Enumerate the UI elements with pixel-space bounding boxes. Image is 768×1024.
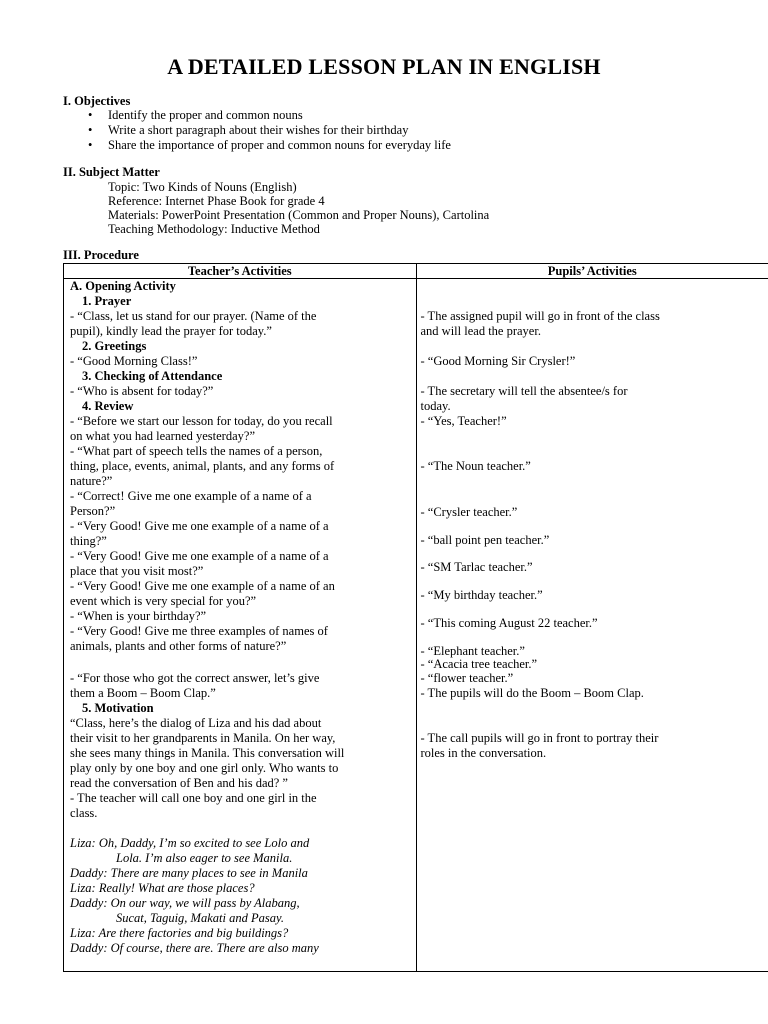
- pupil-line: - “SM Tarlac teacher.”: [420, 560, 533, 574]
- subject-reference: Reference: Internet Phase Book for grade 4: [108, 194, 325, 208]
- teacher-line: - “Before we start our lesson for today, do you recall: [70, 414, 333, 428]
- pupil-line: - “Elephant teacher.”: [420, 644, 525, 658]
- teacher-line: Person?”: [70, 504, 116, 518]
- objectives-list: [88, 108, 451, 153]
- subsection-motivation: 5. Motivation: [82, 701, 154, 715]
- subject-materials: Materials: PowerPoint Presentation (Common and Proper Nouns), Cartolina: [108, 208, 490, 222]
- dialog-line: Liza: Oh, Daddy, I’m so excited to see Lolo and: [70, 836, 310, 850]
- teacher-line: - “Class, let us stand for our prayer. (Name of the: [70, 309, 317, 323]
- pupils-activities-cell: [416, 279, 768, 972]
- dialog-line: Liza: Really! What are those places?: [70, 881, 255, 895]
- pupil-line: - “Crysler teacher.”: [420, 505, 518, 519]
- teacher-column-header: Teacher’s Activities: [64, 264, 417, 279]
- pupil-line: - “Good Morning Sir Crysler!”: [420, 354, 576, 368]
- teacher-line: animals, plants and other forms of nature?”: [70, 639, 287, 653]
- teacher-line: class.: [70, 806, 98, 820]
- pupil-line: - “My birthday teacher.”: [420, 588, 543, 602]
- pupil-line: today.: [420, 399, 451, 413]
- dialog-line: Daddy: Of course, there are. There are also many: [70, 941, 319, 955]
- subsection-greetings: 2. Greetings: [82, 339, 147, 353]
- teacher-line: - “Very Good! Give me one example of a name of a: [70, 549, 329, 563]
- dialog-line: Liza: Are there factories and big buildings?: [70, 926, 289, 940]
- teacher-line: - “Correct! Give me one example of a name of a: [70, 489, 312, 503]
- pupil-line: - “The Noun teacher.”: [420, 459, 531, 473]
- teacher-line: event which is very special for you?”: [70, 594, 257, 608]
- teacher-line: - “What part of speech tells the names of a person,: [70, 444, 323, 458]
- objectives-heading: I. Objectives: [63, 94, 131, 108]
- subject-matter-heading: II. Subject Matter: [63, 165, 160, 179]
- teacher-line: them a Boom – Boom Clap.”: [70, 686, 216, 700]
- subsection-review: 4. Review: [82, 399, 134, 413]
- procedure-heading: III. Procedure: [63, 248, 139, 262]
- teacher-line: play only by one boy and one girl only. Who wants to: [70, 761, 339, 775]
- teacher-line: - “When is your birthday?”: [70, 609, 207, 623]
- subject-methodology: Teaching Methodology: Inductive Method: [108, 222, 320, 236]
- pupil-line: - The assigned pupil will go in front of the class: [420, 309, 660, 323]
- pupil-line: - “This coming August 22 teacher.”: [420, 616, 598, 630]
- teacher-line: their visit to her grandparents in Manila. On her way,: [70, 731, 336, 745]
- teacher-line: - The teacher will call one boy and one girl in the: [70, 791, 317, 805]
- section-opening-activity: A. Opening Activity: [70, 279, 176, 293]
- pupil-line: - The call pupils will go in front to portray their: [420, 731, 659, 745]
- dialog-line: Daddy: On our way, we will pass by Alabang,: [70, 896, 300, 910]
- teacher-line: on what you had learned yesterday?”: [70, 429, 255, 443]
- teacher-activities-cell: [64, 279, 417, 972]
- teacher-line: - “Very Good! Give me three examples of names of: [70, 624, 328, 638]
- teacher-line: she sees many things in Manila. This conversation will: [70, 746, 345, 760]
- objective-item: • Share the importance of proper and common nouns for everyday life: [88, 138, 451, 153]
- teacher-line: read the conversation of Ben and his dad? ”: [70, 776, 288, 790]
- subsection-attendance: 3. Checking of Attendance: [82, 369, 223, 383]
- pupil-line: - “Acacia tree teacher.”: [420, 657, 538, 671]
- procedure-table: [63, 263, 768, 972]
- pupils-column-header: Pupils’ Activities: [416, 264, 768, 279]
- teacher-line: “Class, here’s the dialog of Liza and his dad about: [70, 716, 322, 730]
- teacher-line: - “Good Morning Class!”: [70, 354, 198, 368]
- teacher-line: place that you visit most?”: [70, 564, 204, 578]
- teacher-line: thing, place, events, animal, plants, and any forms of: [70, 459, 335, 473]
- objective-item: • Identify the proper and common nouns: [88, 108, 451, 123]
- pupil-line: and will lead the prayer.: [420, 324, 541, 338]
- pupil-line: - “Yes, Teacher!”: [420, 414, 507, 428]
- teacher-line: - “For those who got the correct answer, let’s give: [70, 671, 320, 685]
- teacher-line: pupil), kindly lead the prayer for today.”: [70, 324, 272, 338]
- pupil-line: - “ball point pen teacher.”: [420, 533, 550, 547]
- pupil-line: - The pupils will do the Boom – Boom Clap.: [420, 686, 644, 700]
- dialog-line: Lola. I’m also eager to see Manila.: [116, 851, 293, 865]
- teacher-line: - “Who is absent for today?”: [70, 384, 214, 398]
- objective-item: • Write a short paragraph about their wishes for their birthday: [88, 123, 451, 138]
- pupil-line: - “flower teacher.”: [420, 671, 514, 685]
- subject-matter-block: [108, 180, 489, 236]
- dialog-line: Daddy: There are many places to see in Manila: [70, 866, 308, 880]
- subject-topic: Topic: Two Kinds of Nouns (English): [108, 180, 297, 194]
- document-title: A DETAILED LESSON PLAN IN ENGLISH: [167, 54, 601, 79]
- teacher-line: - “Very Good! Give me one example of a name of an: [70, 579, 335, 593]
- pupil-line: roles in the conversation.: [420, 746, 547, 760]
- subsection-prayer: 1. Prayer: [82, 294, 132, 308]
- dialog-line: Sucat, Taguig, Makati and Pasay.: [116, 911, 284, 925]
- teacher-line: nature?”: [70, 474, 113, 488]
- teacher-line: thing?”: [70, 534, 107, 548]
- pupil-line: - The secretary will tell the absentee/s for: [420, 384, 628, 398]
- teacher-line: - “Very Good! Give me one example of a name of a: [70, 519, 329, 533]
